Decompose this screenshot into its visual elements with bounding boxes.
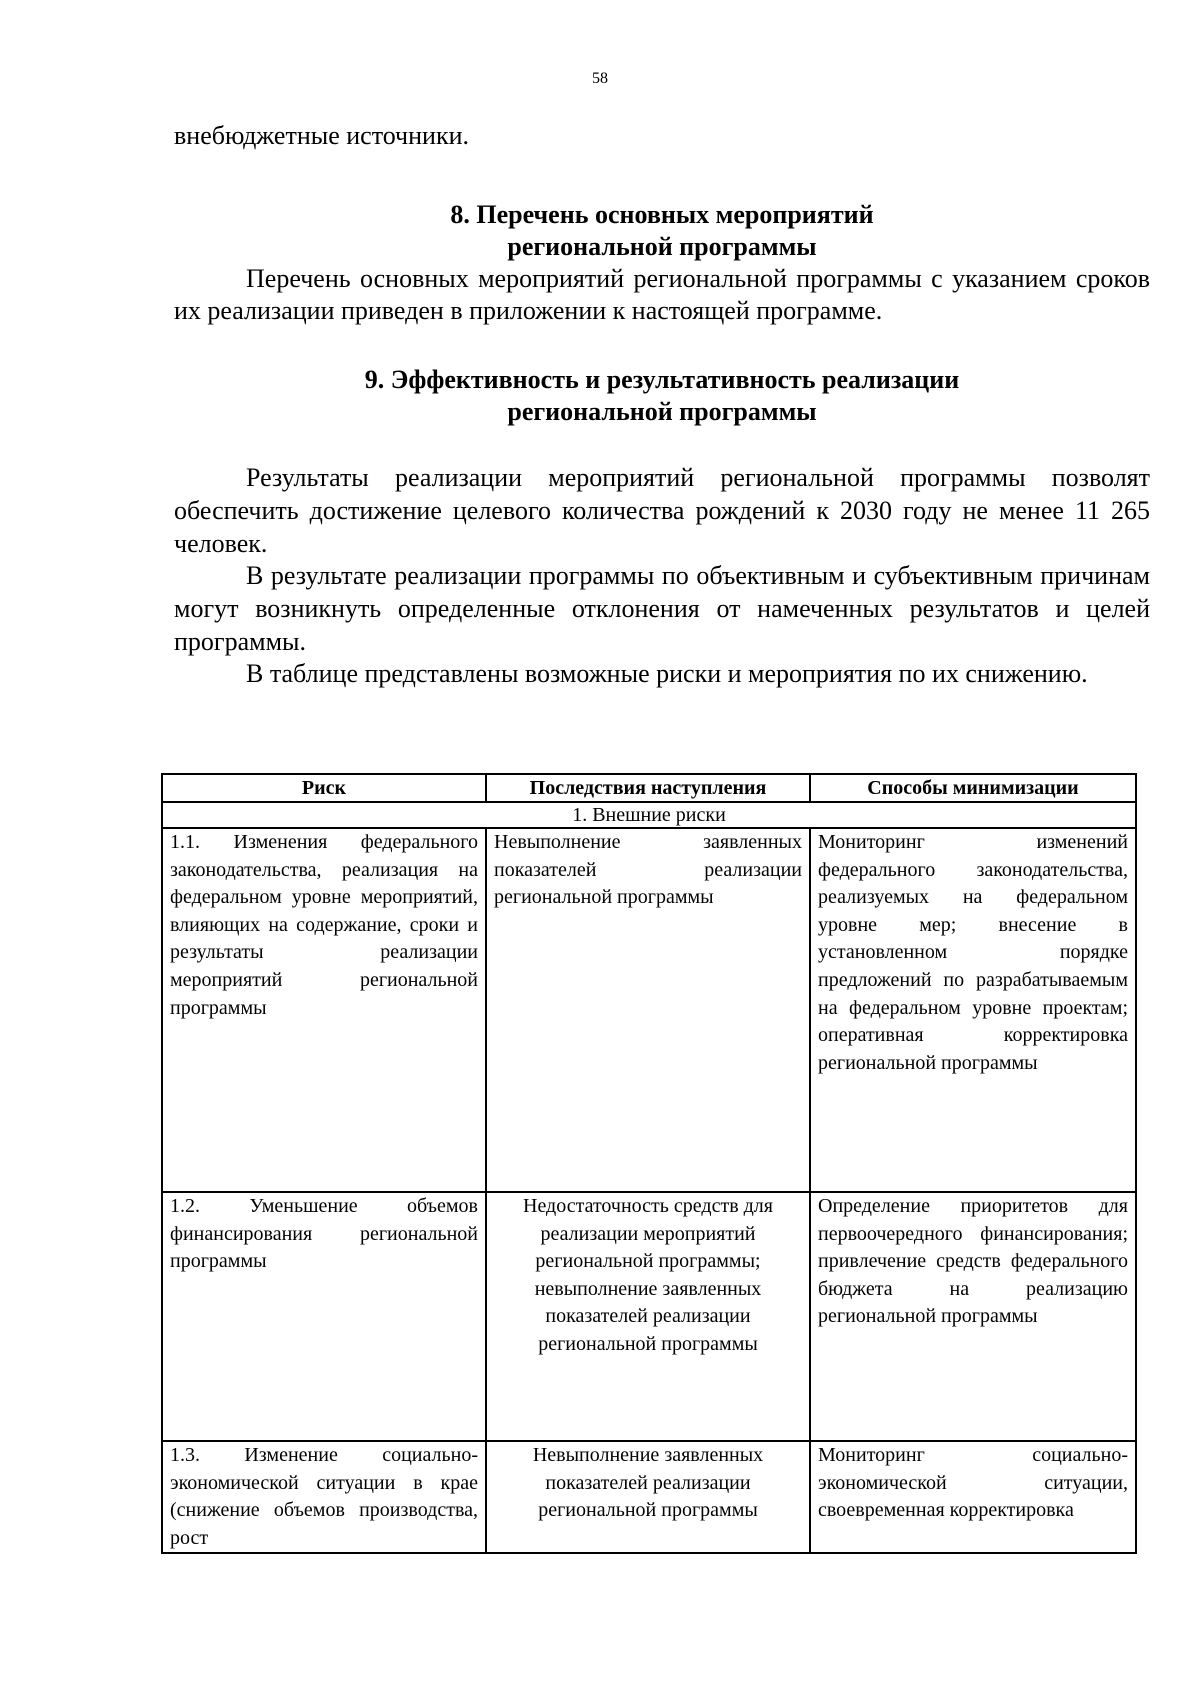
header-risk: Риск	[162, 774, 486, 802]
section-8-title-line1: 8. Перечень основных мероприятий	[450, 199, 874, 229]
section-8-body: Перечень основных мероприятий региональной программы с указанием сроков их реализации приведен в приложении к настоящей программе.	[174, 263, 1150, 326]
consequence-cell: Невыполнение заявленных показателей реализации региональной программы	[486, 828, 810, 1192]
section-8-title-line2: региональной программы	[507, 231, 817, 261]
continuation-text: внебюджетные источники.	[174, 121, 469, 150]
section-9-title-line2: региональной программы	[507, 397, 817, 427]
section-9-title-line1: 9. Эффективность и результативность реализации	[364, 365, 960, 395]
mitigation-cell: Мониторинг социально-экономической ситуации, своевременная корректировка	[810, 1441, 1136, 1553]
table-header-row	[162, 774, 1136, 802]
risk-cell: 1.3. Изменение социально-экономической ситуации в крае (снижение объемов производства, рост	[162, 1441, 486, 1553]
risk-cell: 1.1. Изменения федерального законодательства, реализация на федеральном уровне мероприятий, влияющих на содержание, сроки и результаты реализации мероприятий региональной программы	[162, 828, 486, 1192]
table-row	[162, 1192, 1136, 1441]
risk-cell: 1.2. Уменьшение объемов финансирования региональной программы	[162, 1192, 486, 1441]
consequence-cell: Невыполнение заявленных показателей реализации региональной программы	[486, 1441, 810, 1553]
table-section-row	[162, 802, 1136, 828]
table-row	[162, 1441, 1136, 1553]
page-number: 58	[592, 70, 608, 87]
section-9-heading	[174, 364, 1150, 428]
mitigation-cell: Мониторинг изменений федерального законодательства, реализуемых на федеральном уровне мер; внесение в установленном порядке предложений по разрабатываемым на федеральном уровне проектам; оперативная корректировка региональной программы	[810, 828, 1136, 1192]
section-9-paragraph-2: В результате реализации программы по объективным и субъективным причинам могут возникнуть определенные отклонения от намеченных результатов и целей программы.	[174, 561, 1150, 656]
table-row	[162, 828, 1136, 1192]
document-body	[174, 120, 1150, 691]
header-mitigation: Способы минимизации	[810, 774, 1136, 802]
section-external-risks: 1. Внешние риски	[162, 802, 1136, 828]
section-9-paragraph-3: В таблице представлены возможные риски и мероприятия по их снижению.	[246, 659, 1088, 689]
header-consequence: Последствия наступления	[486, 774, 810, 802]
consequence-cell: Недостаточность средств для реализации мероприятий региональной программы; невыполнение заявленных показателей реализации региональной программы	[486, 1192, 810, 1441]
section-8-heading	[174, 199, 1150, 263]
mitigation-cell: Определение приоритетов для первоочередного финансирования; привлечение средств федерального бюджета на реализацию региональной программы	[810, 1192, 1136, 1441]
risk-table	[161, 773, 1137, 1554]
section-9-paragraph-1: Результаты реализации мероприятий региональной программы позволят обеспечить достижение целевого количества рождений к 2030 году не менее 11 265 человек.	[174, 463, 1150, 558]
